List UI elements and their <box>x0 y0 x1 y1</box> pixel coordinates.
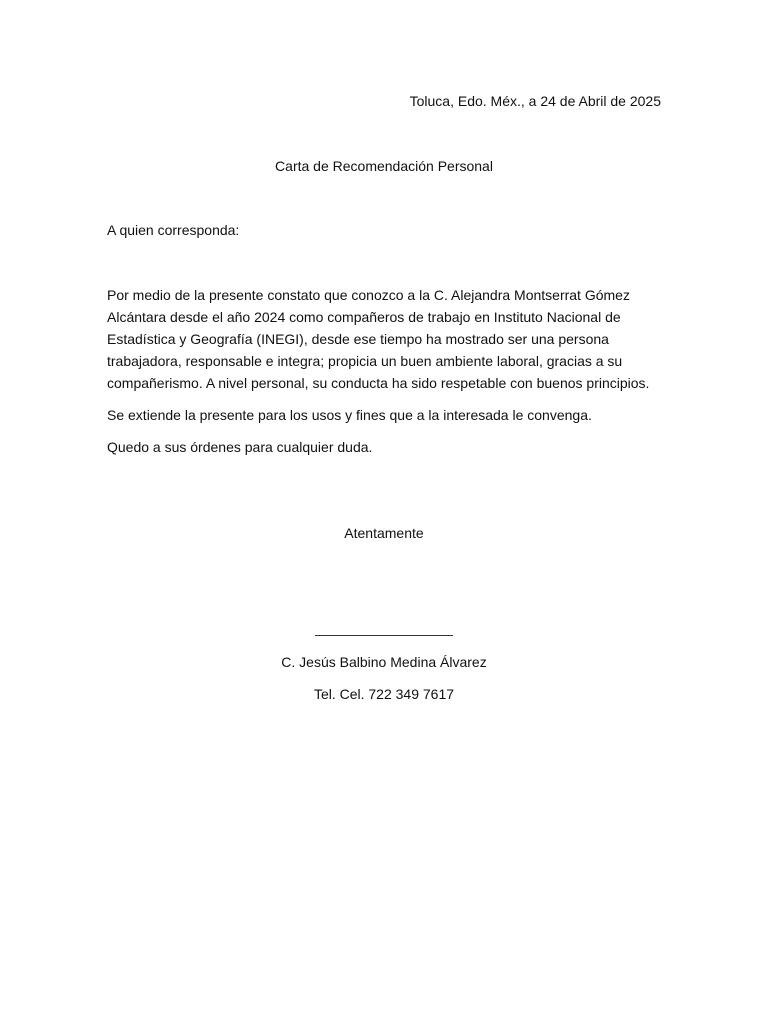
signer-name: C. Jesús Balbino Medina Álvarez <box>281 654 487 670</box>
signature-line <box>315 635 453 636</box>
letter-title: Carta de Recomendación Personal <box>275 158 493 174</box>
body-paragraph-purpose: Se extiende la presente para los usos y fines que a la interesada le convenga. <box>107 407 592 423</box>
date-line: Toluca, Edo. Méx., a 24 de Abril de 2025 <box>409 93 661 109</box>
closing: Atentamente <box>344 525 424 541</box>
letter-body <box>107 284 663 458</box>
body-paragraph-offer: Quedo a sus órdenes para cualquier duda. <box>107 439 373 455</box>
signer-phone: Tel. Cel. 722 349 7617 <box>313 686 455 702</box>
body-paragraph-intro: Por medio de la presente constato que conozco a la C. Alejandra Montserrat Gómez Alcántara desde el año 2024 como compañeros de trabajo en Instituto Nacional de Estadística y Geografía (INEGI), desde ese tiempo ha mostrado ser una persona trabajadora, responsable e integra; propicia un buen ambiente laboral, gracias a su compañerismo. A nivel personal, su conducta ha sido respetable con buenos principios. <box>107 287 650 391</box>
salutation: A quien corresponda: <box>107 222 240 238</box>
